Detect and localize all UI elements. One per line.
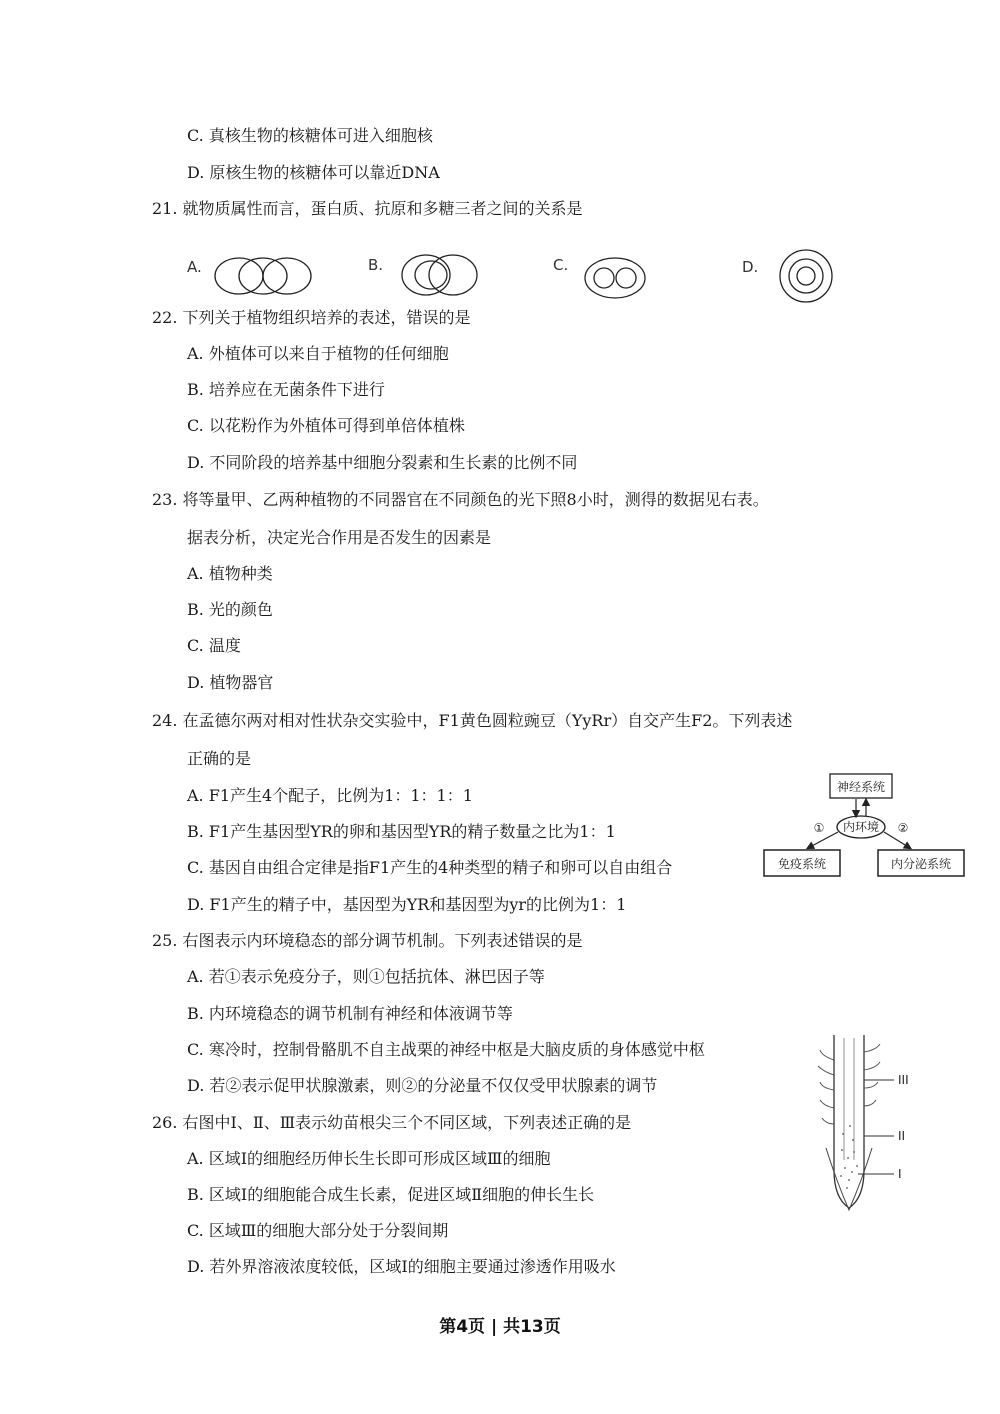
q23-stem: 23. 将等量甲、乙两种植物的不同器官在不同颜色的光下照8小时，测得的数据见右表。 <box>152 490 769 509</box>
q20-option-d: D. 原核生物的核糖体可以靠近DNA <box>187 163 440 182</box>
q26-option-d: D. 若外界溶液浓度较低，区域Ⅰ的细胞主要通过渗透作用吸水 <box>187 1257 616 1276</box>
q21-diagram-b <box>398 252 488 298</box>
q23-option-c: C. 温度 <box>187 636 241 655</box>
q22-option-c: C. 以花粉作为外植体可得到单倍体植株 <box>187 416 465 435</box>
marker-2: ② <box>897 821 909 835</box>
q25-option-b: B. 内环境稳态的调节机制有神经和体液调节等 <box>187 1004 513 1023</box>
internal-environment-label: 内环境 <box>842 820 880 834</box>
q21-label-c: C. <box>553 256 569 274</box>
q24-option-d: D. F1产生的精子中，基因型为YR和基因型为yr的比例为1：1 <box>187 895 627 914</box>
q24-option-c: C. 基因自由组合定律是指F1产生的4种类型的精子和卵可以自由组合 <box>187 858 673 877</box>
q23-option-a: A. 植物种类 <box>187 564 273 583</box>
q21-diagram-c <box>582 256 648 302</box>
q25-option-a: A. 若①表示免疫分子，则①包括抗体、淋巴因子等 <box>187 967 545 986</box>
q21-diagram-a <box>208 254 318 298</box>
q24-stem-continued: 正确的是 <box>187 749 252 768</box>
q20-option-c: C. 真核生物的核糖体可进入细胞核 <box>187 126 433 145</box>
q26-stem: 26. 右图中Ⅰ、Ⅱ、Ⅲ表示幼苗根尖三个不同区域，下列表述正确的是 <box>152 1113 632 1132</box>
q22-option-b: B. 培养应在无菌条件下进行 <box>187 380 385 399</box>
endocrine-system-label: 内分泌系统 <box>890 857 952 871</box>
q25-stem: 25. 右图表示内环境稳态的部分调节机制。下列表述错误的是 <box>152 931 583 950</box>
q24-option-a: A. F1产生4个配子，比例为1：1：1：1 <box>187 786 473 805</box>
homeostasis-diagram <box>760 770 970 885</box>
q24-stem: 24. 在孟德尔两对相对性状杂交实验中，F1黄色圆粒豌豆（YyRr）自交产生F2。下列表述 <box>152 711 793 730</box>
q23-option-d: D. 植物器官 <box>187 673 274 692</box>
q22-option-d: D. 不同阶段的培养基中细胞分裂素和生长素的比例不同 <box>187 453 578 472</box>
page-footer: 第4页 | 共13页 <box>439 1317 561 1337</box>
region-i-label: I <box>898 1167 902 1181</box>
q21-label-a: A. <box>187 258 202 276</box>
q21-label-b: B. <box>368 256 384 274</box>
root-tip-diagram <box>812 1030 922 1215</box>
q22-option-a: A. 外植体可以来自于植物的任何细胞 <box>187 344 449 363</box>
q21-label-d: D. <box>742 258 759 276</box>
q26-option-b: B. 区域Ⅰ的细胞能合成生长素，促进区域Ⅱ细胞的伸长生长 <box>187 1185 595 1204</box>
q23-stem-continued: 据表分析，决定光合作用是否发生的因素是 <box>187 528 492 547</box>
q21-diagram-d <box>772 248 842 304</box>
immune-system-label: 免疫系统 <box>777 857 827 871</box>
q22-stem: 22. 下列关于植物组织培养的表述，错误的是 <box>152 308 471 327</box>
q25-option-d: D. 若②表示促甲状腺激素，则②的分泌量不仅仅受甲状腺素的调节 <box>187 1076 658 1095</box>
q25-option-c: C. 寒冷时，控制骨骼肌不自主战栗的神经中枢是大脑皮质的身体感觉中枢 <box>187 1040 705 1059</box>
marker-1: ① <box>813 821 825 835</box>
region-iii-label: III <box>898 1073 909 1087</box>
q26-option-c: C. 区域Ⅲ的细胞大部分处于分裂间期 <box>187 1221 449 1240</box>
q23-option-b: B. 光的颜色 <box>187 600 273 619</box>
region-ii-label: II <box>898 1129 906 1143</box>
nervous-system-label: 神经系统 <box>836 780 886 794</box>
q26-option-a: A. 区域Ⅰ的细胞经历伸长生长即可形成区域Ⅲ的细胞 <box>187 1149 551 1168</box>
q24-option-b: B. F1产生基因型YR的卵和基因型YR的精子数量之比为1：1 <box>187 822 616 841</box>
q21-stem: 21. 就物质属性而言，蛋白质、抗原和多糖三者之间的关系是 <box>152 199 583 218</box>
